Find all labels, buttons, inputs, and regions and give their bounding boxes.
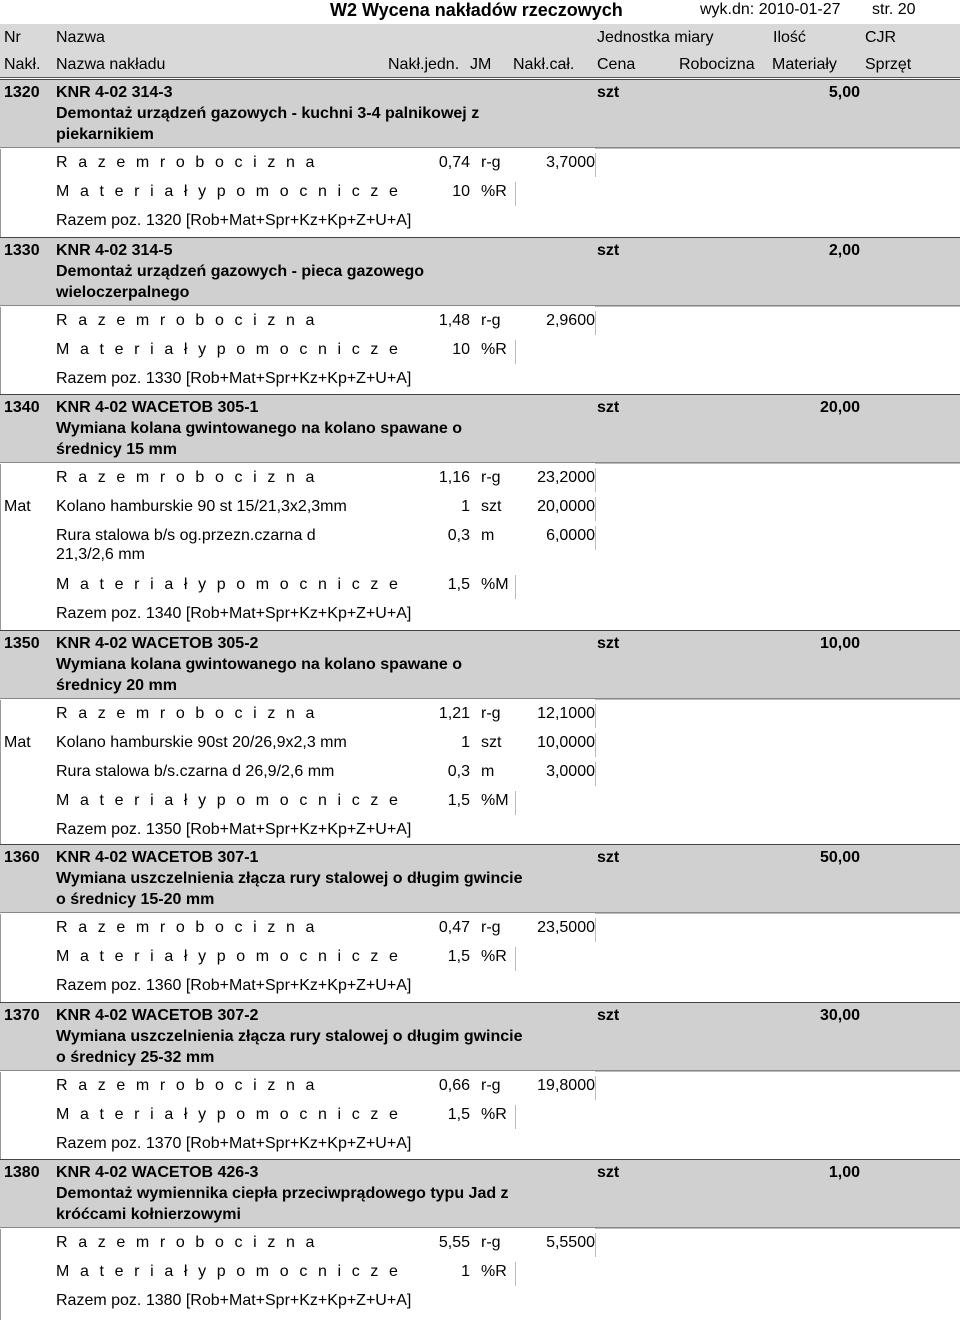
col-input-name: Nazwa nakładu (56, 56, 166, 73)
labor-label: R a z e m r o b o c i z n a (56, 705, 318, 722)
item-unit: szt (597, 399, 620, 416)
labor-cell-border (595, 311, 596, 335)
material-cell-border (595, 762, 596, 786)
item-unit: szt (597, 1164, 620, 1181)
item-quantity: 50,00 (819, 849, 860, 866)
item-number: 1360 (4, 849, 40, 866)
item-number: 1370 (4, 1007, 40, 1024)
item-left-border (0, 700, 1, 844)
labor-label: R a z e m r o b o c i z n a (56, 154, 318, 171)
item-quantity: 5,00 (828, 84, 860, 101)
labor-label: R a z e m r o b o c i z n a (56, 469, 318, 486)
aux-materials-norm: 10 (452, 341, 470, 358)
material-cell-border (595, 497, 596, 521)
item-quantity: 10,00 (819, 635, 860, 652)
item-left-border (0, 1229, 1, 1320)
material-name-cont: 21,3/2,6 mm (56, 546, 145, 563)
item-code: KNR 4-02 314-3 (56, 84, 173, 101)
aux-materials-unit: %R (481, 183, 507, 200)
aux-cell-border (515, 1105, 516, 1129)
labor-total: 19,8000 (537, 1077, 595, 1094)
labor-cell-border (595, 704, 596, 728)
aux-materials-label: M a t e r i a ł y p o m o c n i c z e (56, 792, 401, 809)
item-left-border (0, 1072, 1, 1159)
aux-cell-border (515, 947, 516, 971)
aux-materials-label: M a t e r i a ł y p o m o c n i c z e (56, 576, 401, 593)
material-name: Rura stalowa b/s.czarna d 26,9/2,6 mm (56, 763, 335, 780)
material-cell-border (595, 526, 596, 550)
material-norm: 1 (461, 498, 470, 515)
item-left-border (0, 149, 1, 237)
item-description-cont: piekarnikiem (56, 126, 154, 143)
item-sum-formula: Razem poz. 1360 [Rob+Mat+Spr+Kz+Kp+Z+U+A] (56, 977, 412, 994)
labor-norm: 0,74 (438, 154, 470, 171)
aux-cell-border (515, 791, 516, 815)
labor-norm: 1,21 (438, 705, 470, 722)
labor-total: 2,9600 (546, 312, 595, 329)
item-description: Demontaż urządzeń gazowych - kuchni 3-4 palnikowej z (56, 105, 480, 122)
labor-total: 12,1000 (537, 705, 595, 722)
col-labor: Robocizna (679, 56, 755, 73)
material-cell-border (595, 733, 596, 757)
labor-cell-border (595, 153, 596, 177)
aux-materials-label: M a t e r i a ł y p o m o c n i c z e (56, 1263, 401, 1280)
aux-materials-norm: 1,5 (447, 1106, 470, 1123)
labor-total: 5,5500 (546, 1234, 595, 1251)
col-input: Nakł. (4, 56, 41, 73)
labor-cell-border (595, 1233, 596, 1257)
aux-cell-border (515, 1262, 516, 1286)
item-code: KNR 4-02 WACETOB 307-1 (56, 849, 259, 866)
item-description-cont: o średnicy 15-20 mm (56, 891, 215, 908)
aux-cell-border (515, 340, 516, 364)
col-nr: Nr (4, 29, 21, 46)
aux-materials-unit: %R (481, 1263, 507, 1280)
labor-total: 3,7000 (546, 154, 595, 171)
material-norm: 0,3 (447, 763, 470, 780)
item-left-border (0, 464, 1, 630)
material-tag: Mat (4, 734, 31, 751)
labor-norm: 0,47 (438, 919, 470, 936)
item-quantity: 1,00 (828, 1164, 860, 1181)
labor-label: R a z e m r o b o c i z n a (56, 919, 318, 936)
report-title: W2 Wycena nakładów rzeczowych (330, 0, 623, 20)
labor-cell-border (595, 468, 596, 492)
aux-materials-unit: %R (481, 341, 507, 358)
material-norm: 1 (461, 734, 470, 751)
material-name: Rura stalowa b/s og.przezn.czarna d (56, 527, 316, 544)
aux-materials-label: M a t e r i a ł y p o m o c n i c z e (56, 341, 401, 358)
item-unit: szt (597, 242, 620, 259)
item-left-border (0, 914, 1, 1002)
labor-cell-border (595, 1076, 596, 1100)
material-total: 3,0000 (546, 763, 595, 780)
aux-cell-border (515, 575, 516, 599)
labor-unit: r-g (481, 469, 501, 486)
labor-norm: 1,48 (438, 312, 470, 329)
col-quantity: Ilość (773, 29, 806, 46)
labor-total: 23,5000 (537, 919, 595, 936)
col-total-norm: Nakł.cał. (513, 56, 575, 73)
item-sum-formula: Razem poz. 1340 [Rob+Mat+Spr+Kz+Kp+Z+U+A] (56, 605, 412, 622)
labor-label: R a z e m r o b o c i z n a (56, 312, 318, 329)
report-date: wyk.dn: 2010-01-27 (700, 1, 841, 18)
item-sum-formula: Razem poz. 1320 [Rob+Mat+Spr+Kz+Kp+Z+U+A] (56, 212, 412, 229)
item-divider (595, 1228, 960, 1229)
item-description-cont: średnicy 15 mm (56, 441, 177, 458)
aux-materials-label: M a t e r i a ł y p o m o c n i c z e (56, 948, 401, 965)
item-divider (595, 1071, 960, 1072)
item-code: KNR 4-02 314-5 (56, 242, 173, 259)
col-materials: Materiały (772, 56, 837, 73)
aux-materials-label: M a t e r i a ł y p o m o c n i c z e (56, 1106, 401, 1123)
item-number: 1350 (4, 635, 40, 652)
material-total: 6,0000 (546, 527, 595, 544)
item-unit: szt (597, 1007, 620, 1024)
labor-unit: r-g (481, 705, 501, 722)
aux-materials-unit: %M (481, 792, 509, 809)
labor-unit: r-g (481, 1077, 501, 1094)
material-norm: 0,3 (447, 527, 470, 544)
item-description-cont: króćcami kołnierzowymi (56, 1206, 241, 1223)
material-tag: Mat (4, 498, 31, 515)
labor-norm: 5,55 (438, 1234, 470, 1251)
item-description-cont: wieloczerpalnego (56, 284, 190, 301)
labor-label: R a z e m r o b o c i z n a (56, 1077, 318, 1094)
item-unit: szt (597, 849, 620, 866)
item-description-cont: średnicy 20 mm (56, 677, 177, 694)
labor-cell-border (595, 918, 596, 942)
material-total: 20,0000 (537, 498, 595, 515)
item-description: Wymiana uszczelnienia złącza rury stalowej o długim gwincie (56, 1028, 523, 1045)
item-quantity: 2,00 (828, 242, 860, 259)
item-number: 1340 (4, 399, 40, 416)
aux-materials-norm: 1,5 (447, 576, 470, 593)
item-unit: szt (597, 84, 620, 101)
item-sum-formula: Razem poz. 1370 [Rob+Mat+Spr+Kz+Kp+Z+U+A] (56, 1135, 412, 1152)
item-description: Wymiana uszczelnienia złącza rury stalowej o długim gwincie (56, 870, 523, 887)
col-equipment: Sprzęt (865, 56, 912, 73)
item-number: 1380 (4, 1164, 40, 1181)
item-divider (595, 699, 960, 700)
material-unit: m (481, 527, 495, 544)
item-number: 1330 (4, 242, 40, 259)
item-divider (595, 148, 960, 149)
labor-norm: 0,66 (438, 1077, 470, 1094)
item-unit: szt (597, 635, 620, 652)
aux-cell-border (515, 182, 516, 206)
labor-label: R a z e m r o b o c i z n a (56, 1234, 318, 1251)
item-description: Demontaż wymiennika ciepła przeciwprądowego typu Jad z (56, 1185, 509, 1202)
aux-materials-unit: %M (481, 576, 509, 593)
aux-materials-unit: %R (481, 1106, 507, 1123)
aux-materials-norm: 10 (452, 183, 470, 200)
col-price: Cena (597, 56, 636, 73)
item-description-cont: o średnicy 25-32 mm (56, 1049, 215, 1066)
aux-materials-label: M a t e r i a ł y p o m o c n i c z e (56, 183, 401, 200)
column-header-row-1 (0, 24, 960, 50)
item-code: KNR 4-02 WACETOB 305-2 (56, 635, 259, 652)
material-total: 10,0000 (537, 734, 595, 751)
item-description: Wymiana kolana gwintowanego na kolano spawane o (56, 656, 463, 673)
item-code: KNR 4-02 WACETOB 426-3 (56, 1164, 259, 1181)
item-description: Wymiana kolana gwintowanego na kolano spawane o (56, 420, 463, 437)
aux-materials-norm: 1,5 (447, 792, 470, 809)
item-divider (595, 463, 960, 464)
material-unit: m (481, 763, 495, 780)
material-name: Kolano hamburskie 90st 20/26,9x2,3 mm (56, 734, 347, 751)
item-code: KNR 4-02 WACETOB 305-1 (56, 399, 259, 416)
item-number: 1320 (4, 84, 40, 101)
material-name: Kolano hamburskie 90 st 15/21,3x2,3mm (56, 498, 347, 515)
material-unit: szt (481, 498, 502, 515)
item-quantity: 30,00 (819, 1007, 860, 1024)
item-sum-formula: Razem poz. 1330 [Rob+Mat+Spr+Kz+Kp+Z+U+A] (56, 370, 412, 387)
material-unit: szt (481, 734, 502, 751)
col-cjr: CJR (865, 29, 897, 46)
labor-total: 23,2000 (537, 469, 595, 486)
col-name: Nazwa (56, 29, 105, 46)
labor-unit: r-g (481, 919, 501, 936)
item-code: KNR 4-02 WACETOB 307-2 (56, 1007, 259, 1024)
aux-materials-unit: %R (481, 948, 507, 965)
item-divider (595, 306, 960, 307)
labor-unit: r-g (481, 312, 501, 329)
item-left-border (0, 307, 1, 394)
item-sum-formula: Razem poz. 1380 [Rob+Mat+Spr+Kz+Kp+Z+U+A] (56, 1292, 412, 1309)
item-description: Demontaż urządzeń gazowych - pieca gazowego (56, 263, 425, 280)
aux-materials-norm: 1 (461, 1263, 470, 1280)
item-sum-formula: Razem poz. 1350 [Rob+Mat+Spr+Kz+Kp+Z+U+A] (56, 821, 412, 838)
item-quantity: 20,00 (819, 399, 860, 416)
labor-unit: r-g (481, 154, 501, 171)
labor-norm: 1,16 (438, 469, 470, 486)
page-number: str. 20 (872, 1, 916, 18)
col-unit: Jednostka miary (597, 29, 714, 46)
aux-materials-norm: 1,5 (447, 948, 470, 965)
item-divider (595, 913, 960, 914)
col-jm: JM (470, 56, 492, 73)
labor-unit: r-g (481, 1234, 501, 1251)
col-unit-norm: Nakł.jedn. (388, 56, 460, 73)
